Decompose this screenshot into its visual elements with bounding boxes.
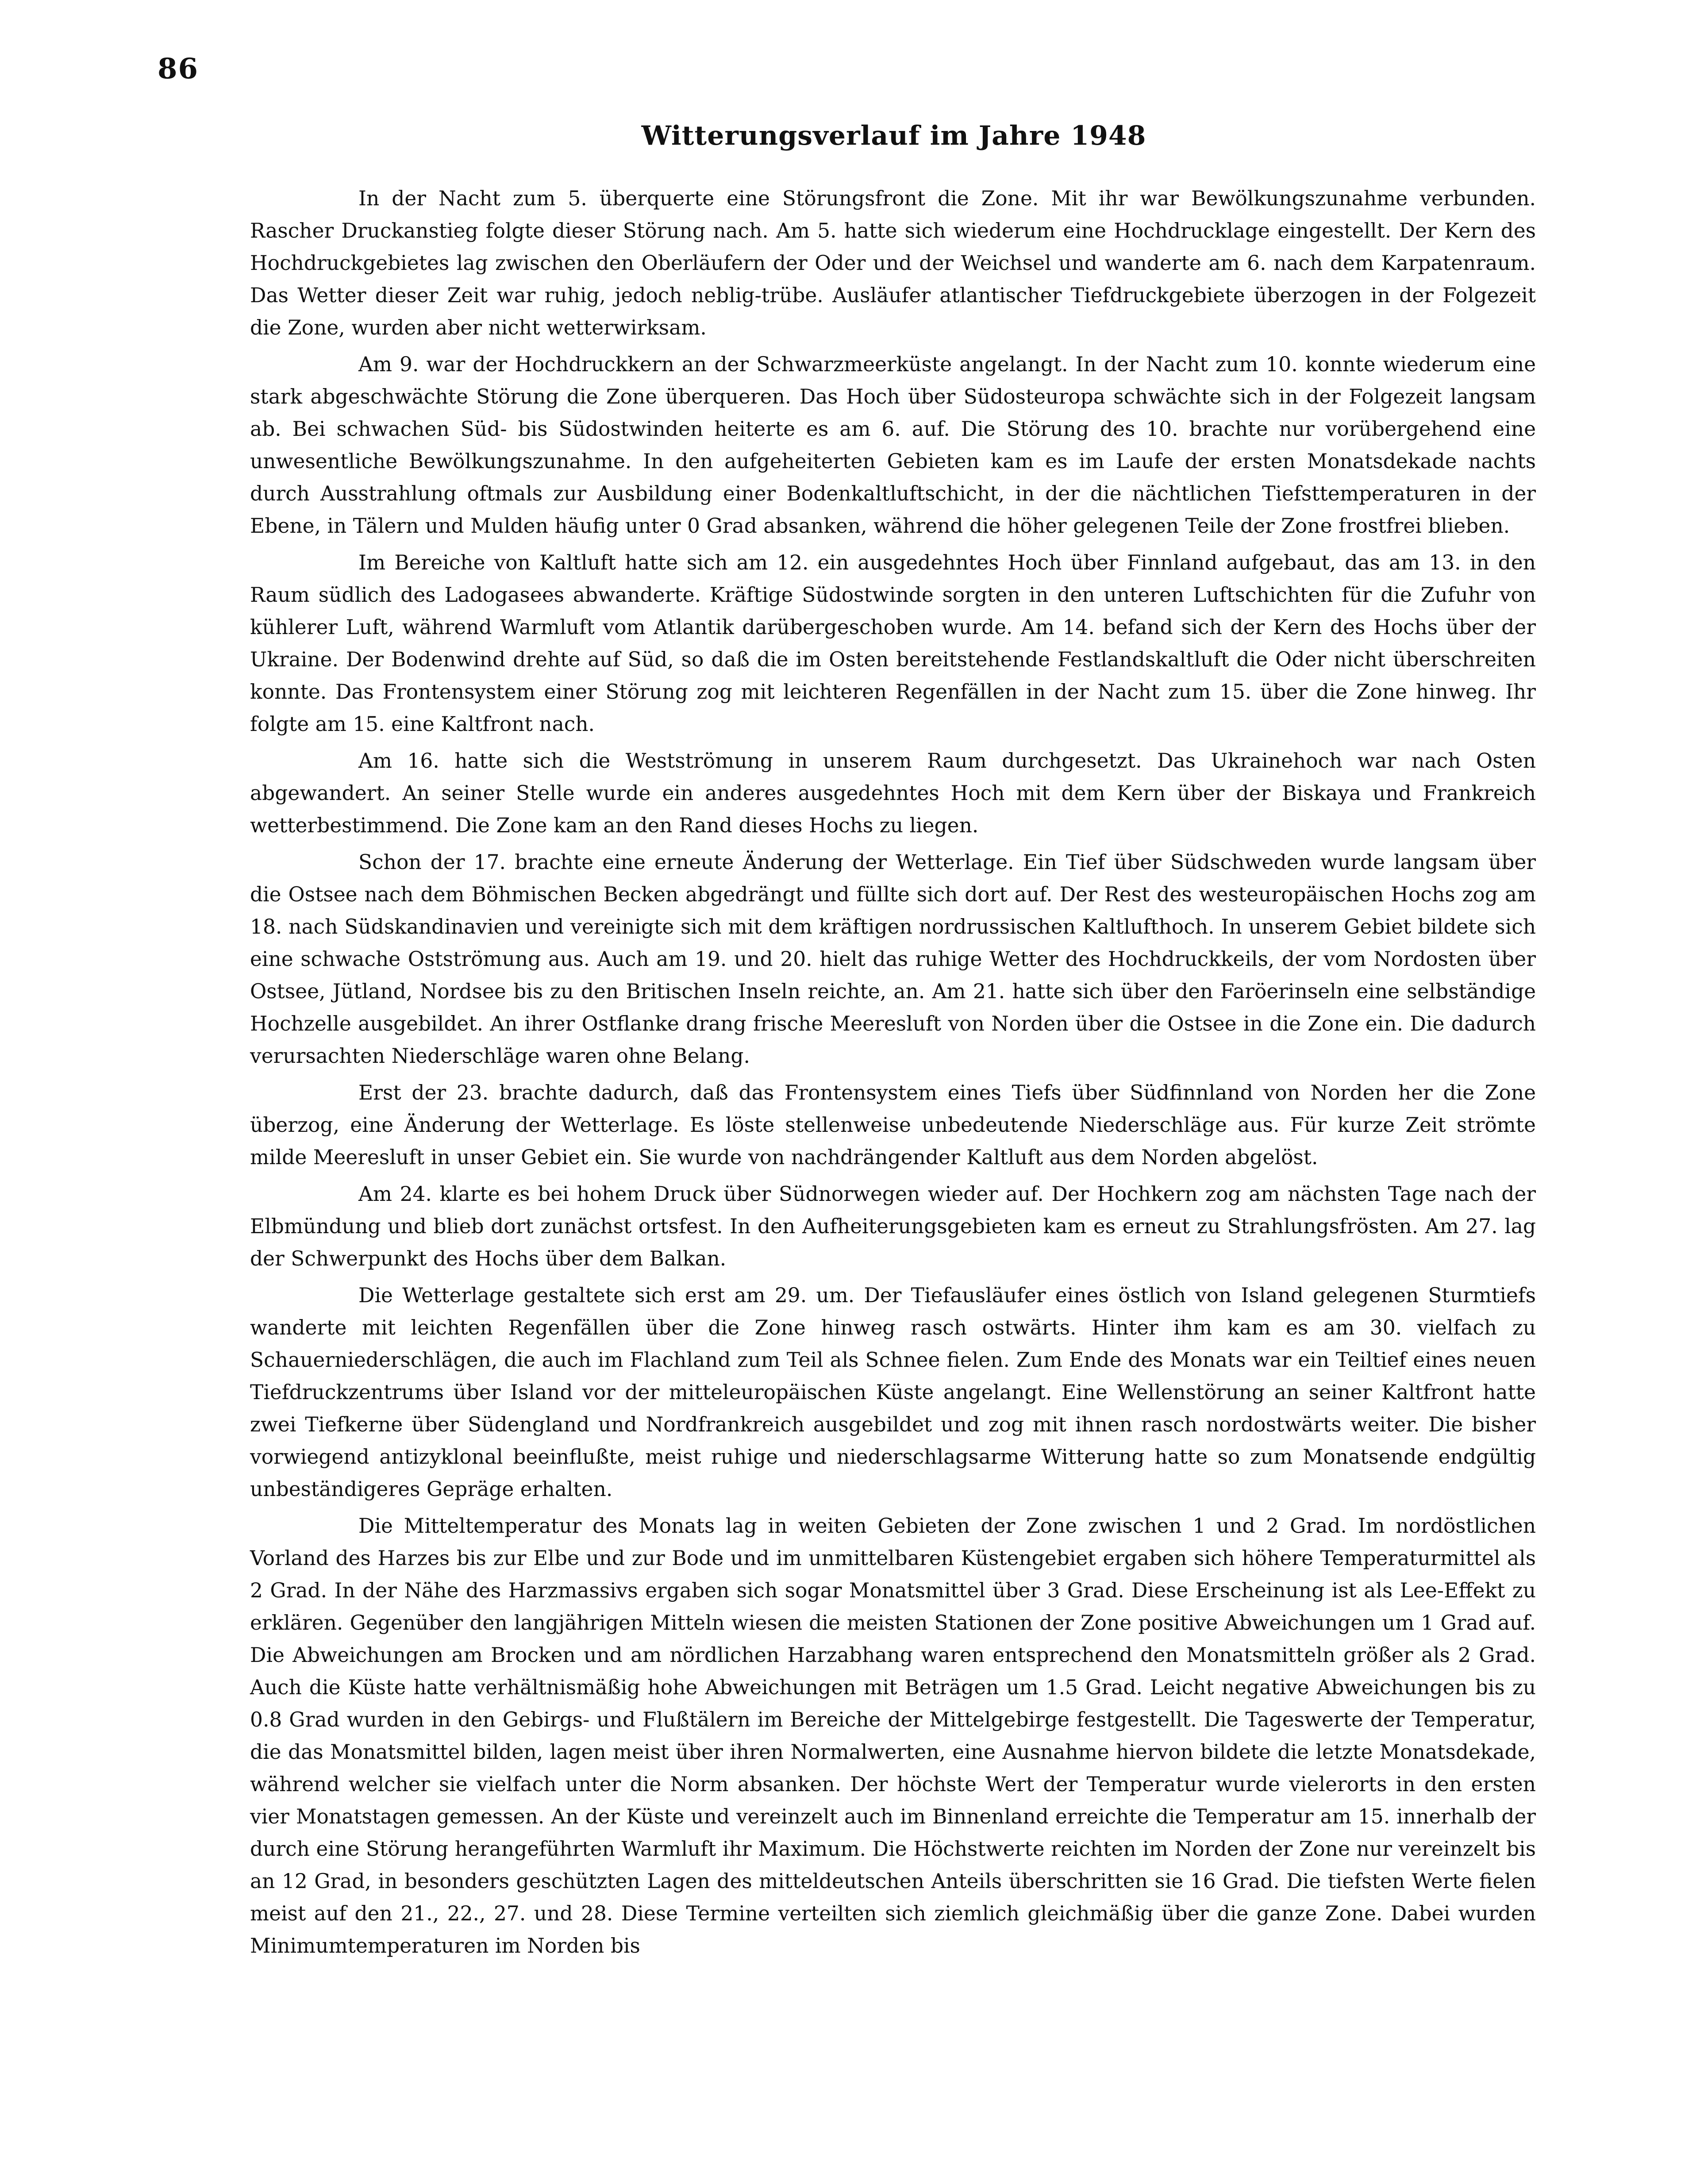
paragraph: Die Wetterlage gestaltete sich erst am 29. um. Der Tiefausläufer eines östlich von Island gelegenen Sturmtiefs wanderte mit leichten Regenfällen über die Zone hinweg rasch ostwärts. Hinter ihm kam es am 30. vielfach zu Schauerniederschlägen, die auch im Flachland zum Teil als Schnee fielen. Zum Ende des Monats war ein Teiltief eines neuen Tiefdruckzentrums über Island vor der mitteleuropäischen Küste angelangt. Eine Wellenstörung an seiner Kaltfront hatte zwei Tiefkerne über Südengland und Nordfrankreich ausgebildet und zog mit ihnen rasch nordostwärts weiter. Die bisher vorwiegend antizyklonal beeinflußte, meist ruhige und niederschlagsarme Witterung hatte so zum Monatsende endgültig unbeständigeres Gepräge erhalten. [250, 1284, 1536, 1501]
paragraph: Erst der 23. brachte dadurch, daß das Frontensystem eines Tiefs über Südfinnland von Norden her die Zone überzog, eine Änderung der Wetterlage. Es löste stellenweise unbedeutende Niederschläge aus. Für kurze Zeit strömte milde Meeresluft in unser Gebiet ein. Sie wurde von nachdrängender Kaltluft aus dem Norden abgelöst. [250, 1081, 1536, 1169]
page-number: 86 [158, 52, 199, 85]
body-text [250, 182, 1536, 1966]
paragraph: Im Bereiche von Kaltluft hatte sich am 12. ein ausgedehntes Hoch über Finnland aufgebaut, das am 13. in den Raum südlich des Ladogasees abwanderte. Kräftige Südostwinde sorgten in den unteren Luftschichten für die Zufuhr von kühlerer Luft, während Warmluft vom Atlantik darübergeschoben wurde. Am 14. befand sich der Kern des Hochs über der Ukraine. Der Bodenwind drehte auf Süd, so daß die im Osten bereitstehende Festlandskaltluft die Oder nicht überschreiten konnte. Das Frontensystem einer Störung zog mit leichteren Regenfällen in der Nacht zum 15. über die Zone hinweg. Ihr folgte am 15. eine Kaltfront nach. [250, 551, 1536, 736]
page-title: Witterungsverlauf im Jahre 1948 [641, 120, 1146, 151]
paragraph: Am 9. war der Hochdruckkern an der Schwarzmeerküste angelangt. In der Nacht zum 10. konnte wiederum eine stark abgeschwächte Störung die Zone überqueren. Das Hoch über Südosteuropa schwächte sich in der Folgezeit langsam ab. Bei schwachen Süd- bis Südostwinden heiterte es am 6. auf. Die Störung des 10. brachte nur vorübergehend eine unwesentliche Bewölkungszunahme. In den aufgeheiterten Gebieten kam es im Laufe der ersten Monatsdekade nachts durch Ausstrahlung oftmals zur Ausbildung einer Bodenkaltluftschicht, in der die nächtlichen Tiefsttemperaturen in der Ebene, in Tälern und Mulden häufig unter 0 Grad absanken, während die höher gelegenen Teile der Zone frostfrei blieben. [250, 353, 1536, 538]
paragraph: Schon der 17. brachte eine erneute Änderung der Wetterlage. Ein Tief über Südschweden wurde langsam über die Ostsee nach dem Böhmischen Becken abgedrängt und füllte sich dort auf. Der Rest des westeuropäischen Hochs zog am 18. nach Südskandinavien und vereinigte sich mit dem kräftigen nordrussischen Kaltlufthoch. In unserem Gebiet bildete sich eine schwache Ostströmung aus. Auch am 19. und 20. hielt das ruhige Wetter des Hochdruckkeils, der vom Nordosten über Ostsee, Jütland, Nordsee bis zu den Britischen Inseln reichte, an. Am 21. hatte sich über den Faröerinseln eine selbständige Hochzelle ausgebildet. An ihrer Ostflanke drang frische Meeresluft von Norden über die Ostsee in die Zone ein. Die dadurch verursachten Niederschläge waren ohne Belang. [250, 850, 1536, 1068]
paragraph: In der Nacht zum 5. überquerte eine Störungsfront die Zone. Mit ihr war Bewölkungszunahme verbunden. Rascher Druckanstieg folgte dieser Störung nach. Am 5. hatte sich wiederum eine Hochdrucklage eingestellt. Der Kern des Hochdruckgebietes lag zwischen den Oberläufern der Oder und der Weichsel und wanderte am 6. nach dem Karpatenraum. Das Wetter dieser Zeit war ruhig, jedoch neblig-trübe. Ausläufer atlantischer Tiefdruckgebiete überzogen in der Folgezeit die Zone, wurden aber nicht wetterwirksam. [250, 187, 1536, 339]
paragraph: Am 24. klarte es bei hohem Druck über Südnorwegen wieder auf. Der Hochkern zog am nächsten Tage nach der Elbmündung und blieb dort zunächst ortsfest. In den Aufheiterungsgebieten kam es erneut zu Strahlungsfrösten. Am 27. lag der Schwerpunkt des Hochs über dem Balkan. [250, 1182, 1536, 1270]
paragraph: Am 16. hatte sich die Westströmung in unserem Raum durchgesetzt. Das Ukrainehoch war nach Osten abgewandert. An seiner Stelle wurde ein anderes ausgedehntes Hoch mit dem Kern über der Biskaya und Frankreich wetterbestimmend. Die Zone kam an den Rand dieses Hochs zu liegen. [250, 749, 1536, 837]
paragraph: Die Mitteltemperatur des Monats lag in weiten Gebieten der Zone zwischen 1 und 2 Grad. Im nordöstlichen Vorland des Harzes bis zur Elbe und zur Bode und im unmittelbaren Küstengebiet ergaben sich höhere Temperaturmittel als 2 Grad. In der Nähe des Harzmassivs ergaben sich sogar Monatsmittel über 3 Grad. Diese Erscheinung ist als Lee-Effekt zu erklären. Gegenüber den langjährigen Mitteln wiesen die meisten Stationen der Zone positive Abweichungen um 1 Grad auf. Die Abweichungen am Brocken und am nördlichen Harzabhang waren entsprechend den Monatsmitteln größer als 2 Grad. Auch die Küste hatte verhältnismäßig hohe Abweichungen mit Beträgen um 1.5 Grad. Leicht negative Abweichungen bis zu 0.8 Grad wurden in den Gebirgs- und Flußtälern im Bereiche der Mittelgebirge festgestellt. Die Tageswerte der Temperatur, die das Monatsmittel bilden, lagen meist über ihren Normalwerten, eine Ausnahme hiervon bildete die letzte Monatsdekade, während welcher sie vielfach unter die Norm absanken. Der höchste Wert der Temperatur wurde vielerorts in den ersten vier Monatstagen gemessen. An der Küste und vereinzelt auch im Binnenland erreichte die Temperatur am 15. innerhalb der durch eine Störung herangeführten Warmluft ihr Maximum. Die Höchstwerte reichten im Norden der Zone nur vereinzelt bis an 12 Grad, in besonders geschützten Lagen des mitteldeutschen Anteils überschritten sie 16 Grad. Die tiefsten Werte fielen meist auf den 21., 22., 27. und 28. Diese Termine verteilten sich ziemlich gleichmäßig über die ganze Zone. Dabei wurden Minimumtemperaturen im Norden bis [250, 1514, 1536, 1958]
